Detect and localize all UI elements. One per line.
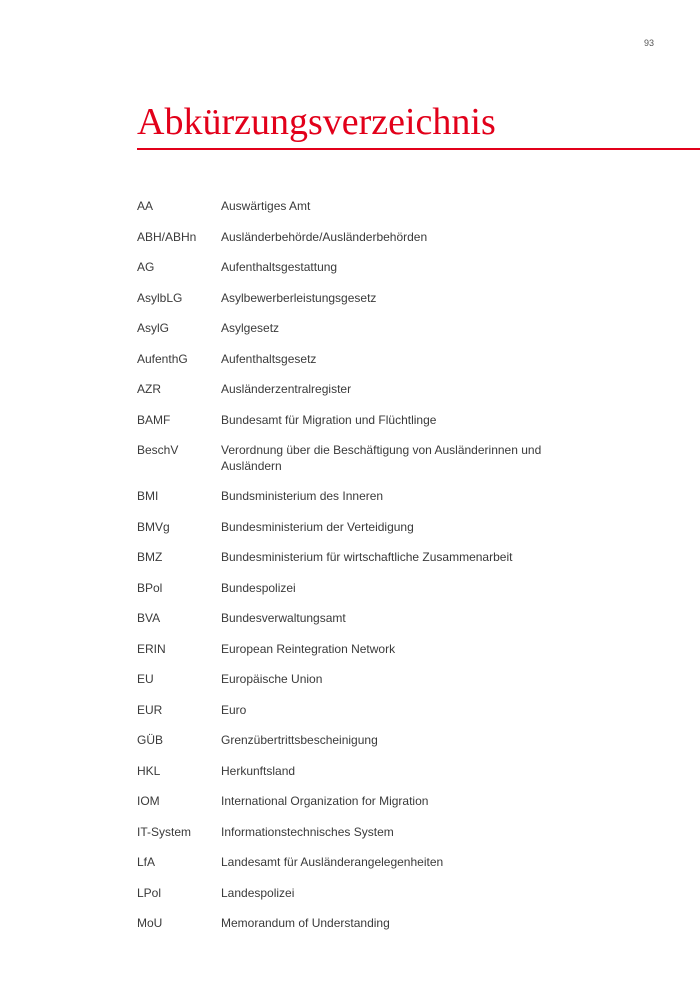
abbreviation-row [137, 825, 557, 841]
page-number: 93 [643, 38, 654, 48]
abbreviation-definition: European Reintegration Network [221, 641, 396, 656]
abbreviation-term: BPol [137, 580, 163, 595]
abbreviation-definition: Informationstechnisches System [221, 824, 394, 839]
abbreviation-row [137, 916, 557, 932]
abbreviation-definition: Landespolizei [221, 885, 295, 900]
abbreviation-term: HKL [137, 763, 161, 778]
abbreviation-list [137, 199, 557, 947]
abbreviation-definition: Bundespolizei [221, 580, 296, 595]
abbreviation-term: AA [137, 199, 154, 213]
abbreviation-term: AZR [137, 382, 161, 396]
abbreviation-term: BAMF [137, 412, 171, 427]
abbreviation-term: IOM [137, 794, 160, 808]
abbreviation-definition: Asylbewerberleistungsgesetz [221, 290, 377, 305]
abbreviation-row [137, 230, 557, 246]
abbreviation-definition: Landesamt für Ausländerangelegenheiten [221, 855, 444, 869]
abbreviation-row [137, 260, 557, 276]
abbreviation-definition: Bundesamt für Migration und Flüchtlinge [221, 412, 437, 427]
abbreviation-term: BMZ [137, 550, 163, 564]
abbreviation-definition: Verordnung über die Beschäftigung von Ausländerinnen und Ausländern [221, 443, 542, 473]
abbreviation-row [137, 794, 557, 810]
abbreviation-term: BMVg [137, 519, 170, 534]
abbreviation-definition: Aufenthaltsgestattung [221, 260, 338, 274]
abbreviation-term: AufenthG [137, 351, 188, 366]
abbreviation-term: ERIN [137, 641, 166, 656]
abbreviation-definition: Bundesministerium für wirtschaftliche Zusammenarbeit [221, 550, 513, 564]
abbreviation-row [137, 321, 557, 337]
abbreviation-definition: Bundesverwaltungsamt [221, 611, 346, 625]
abbreviation-definition: Europäische Union [221, 672, 323, 686]
abbreviation-row [137, 352, 557, 368]
abbreviation-row [137, 443, 557, 474]
title-underline [137, 148, 700, 150]
abbreviation-row [137, 581, 557, 597]
abbreviation-term: LPol [137, 885, 162, 900]
abbreviation-term: BMI [137, 489, 159, 503]
abbreviation-definition: Bundsministerium des Inneren [221, 489, 384, 503]
abbreviation-term: EUR [137, 702, 163, 717]
page-title: Abkürzungsverzeichnis [137, 101, 496, 143]
abbreviation-definition: Herkunftsland [221, 763, 296, 778]
abbreviation-row [137, 855, 557, 871]
abbreviation-definition: Memorandum of Understanding [221, 916, 390, 930]
abbreviation-row [137, 886, 557, 902]
abbreviation-term: IT-System [137, 824, 192, 839]
abbreviation-row [137, 764, 557, 780]
abbreviation-definition: Bundesministerium der Verteidigung [221, 519, 414, 534]
abbreviation-term: LfA [137, 855, 156, 869]
abbreviation-row [137, 733, 557, 749]
abbreviation-term: MoU [137, 916, 163, 930]
abbreviation-row [137, 642, 557, 658]
abbreviation-row [137, 291, 557, 307]
abbreviation-term: AG [137, 260, 155, 274]
abbreviation-definition: International Organization for Migration [221, 794, 429, 808]
abbreviation-row [137, 550, 557, 566]
abbreviation-term: BVA [137, 611, 161, 625]
abbreviation-row [137, 703, 557, 719]
abbreviation-row [137, 611, 557, 627]
abbreviation-definition: Ausländerzentralregister [221, 382, 352, 396]
abbreviation-definition: Euro [221, 702, 247, 717]
abbreviation-definition: Asylgesetz [221, 321, 280, 335]
abbreviation-term: ABH/ABHn [137, 229, 197, 244]
abbreviation-row [137, 672, 557, 688]
abbreviation-definition: Auswärtiges Amt [221, 199, 311, 213]
abbreviation-row [137, 413, 557, 429]
abbreviation-term: EU [137, 672, 154, 686]
abbreviation-row [137, 489, 557, 505]
abbreviation-term: AsylbLG [137, 290, 183, 305]
abbreviation-row [137, 199, 557, 215]
abbreviation-row [137, 520, 557, 536]
abbreviation-definition: Aufenthaltsgesetz [221, 351, 317, 366]
abbreviation-row [137, 382, 557, 398]
abbreviation-term: GÜB [137, 733, 164, 747]
abbreviation-definition: Grenzübertrittsbescheinigung [221, 733, 378, 747]
abbreviation-term: AsylG [137, 321, 170, 335]
abbreviation-term: BeschV [137, 443, 179, 457]
abbreviation-definition: Ausländerbehörde/Ausländerbehörden [221, 229, 428, 244]
